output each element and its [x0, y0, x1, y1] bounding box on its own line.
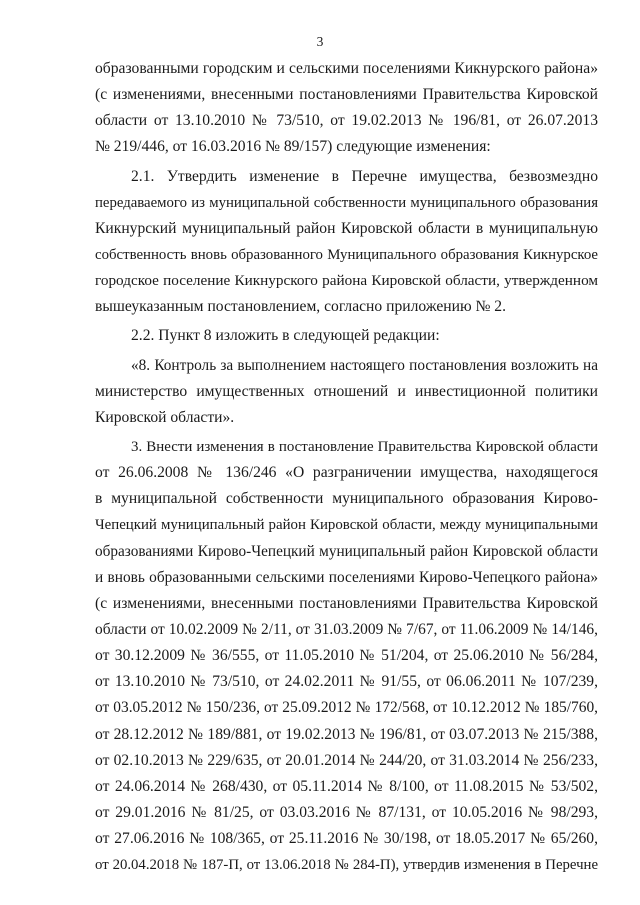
text-line: Кикнурский муниципальный район Кировской области в муниципальную: [95, 219, 598, 237]
paragraph-2-1: [95, 164, 598, 321]
text-line: Кировской области».: [95, 408, 235, 426]
paragraph-point-8: [95, 353, 598, 431]
text-line: области от 13.10.2010 № 73/510, от 19.02.2013 № 196/81, от 26.07.2013: [95, 112, 598, 130]
text-line: от 03.05.2012 № 150/236, от 25.09.2012 № 172/568, от 10.12.2012 № 185/760,: [95, 699, 598, 717]
text-line: от 26.06.2008 № 136/246 «О разграничении имущества, находящегося: [95, 464, 598, 482]
text-line: от 30.12.2009 № 36/555, от 11.05.2010 № 51/204, от 25.06.2010 № 56/284,: [95, 647, 598, 665]
text-line: собственность вновь образованного Муниципального образования Кикнурское: [95, 246, 598, 263]
text-line: городское поселение Кикнурского района Кировской области, утвержденном: [95, 272, 598, 290]
text-line: министерство имущественных отношений и инвестиционной политики: [95, 382, 598, 400]
document-body: [95, 56, 598, 878]
text-line: от 28.12.2012 № 189/881, от 19.02.2013 № 196/81, от 03.07.2013 № 215/388,: [95, 725, 598, 743]
paragraph-3: [95, 434, 598, 878]
text-line: и вновь образованными сельскими поселениями Кирово-Чепецкого района»: [95, 568, 598, 586]
text-line: передаваемого из муниципальной собственности муниципального образования: [95, 194, 598, 211]
text-line: образованиями Кирово-Чепецкий муниципальный район Кировской области: [95, 542, 598, 560]
text-line: области от 10.02.2009 № 2/11, от 31.03.2009 № 7/67, от 11.06.2009 № 14/146,: [95, 620, 598, 638]
text-line: 3. Внести изменения в постановление Правительства Кировской области: [131, 438, 598, 455]
page-number: 3: [316, 34, 324, 49]
text-line: образованными городским и сельскими поселениями Кикнурского района»: [95, 60, 598, 77]
text-line: «8. Контроль за выполнением настоящего постановления возложить на: [131, 356, 598, 374]
text-line: Чепецкий муниципальный район Кировской области, между муниципальными: [95, 517, 598, 534]
text-line: в муниципальной собственности муниципального образования Кирово-: [95, 490, 598, 508]
text-line: (с изменениями, внесенными постановлениями Правительства Кировской: [95, 594, 598, 612]
text-line: от 29.01.2016 № 81/25, от 03.03.2016 № 87/131, от 10.05.2016 № 98/293,: [95, 803, 598, 821]
text-line: от 02.10.2013 № 229/635, от 20.01.2014 № 244/20, от 31.03.2014 № 256/233,: [95, 751, 598, 769]
text-line: вышеуказанным постановлением, согласно приложению № 2.: [95, 298, 506, 316]
text-line: от 24.06.2014 № 268/430, от 05.11.2014 № 8/100, от 11.08.2015 № 53/502,: [95, 777, 598, 795]
paragraph-2-2: [95, 323, 598, 349]
text-line: (с изменениями, внесенными постановлениями Правительства Кировской: [95, 86, 598, 104]
text-line: от 20.04.2018 № 187-П, от 13.06.2018 № 284-П), утвердив изменения в Перечне: [95, 857, 598, 874]
paragraph-continuation: [95, 56, 598, 161]
text-line: № 219/446, от 16.03.2016 № 89/157) следующие изменения:: [95, 138, 491, 156]
text-line: 2.1. Утвердить изменение в Перечне имущества, безвозмездно: [131, 167, 598, 185]
text-line: от 27.06.2016 № 108/365, от 25.11.2016 № 30/198, от 18.05.2017 № 65/260,: [95, 830, 598, 848]
text-line: от 13.10.2010 № 73/510, от 24.02.2011 № 91/55, от 06.06.2011 № 107/239,: [95, 673, 598, 691]
text-line: 2.2. Пункт 8 изложить в следующей редакции:: [131, 327, 440, 345]
